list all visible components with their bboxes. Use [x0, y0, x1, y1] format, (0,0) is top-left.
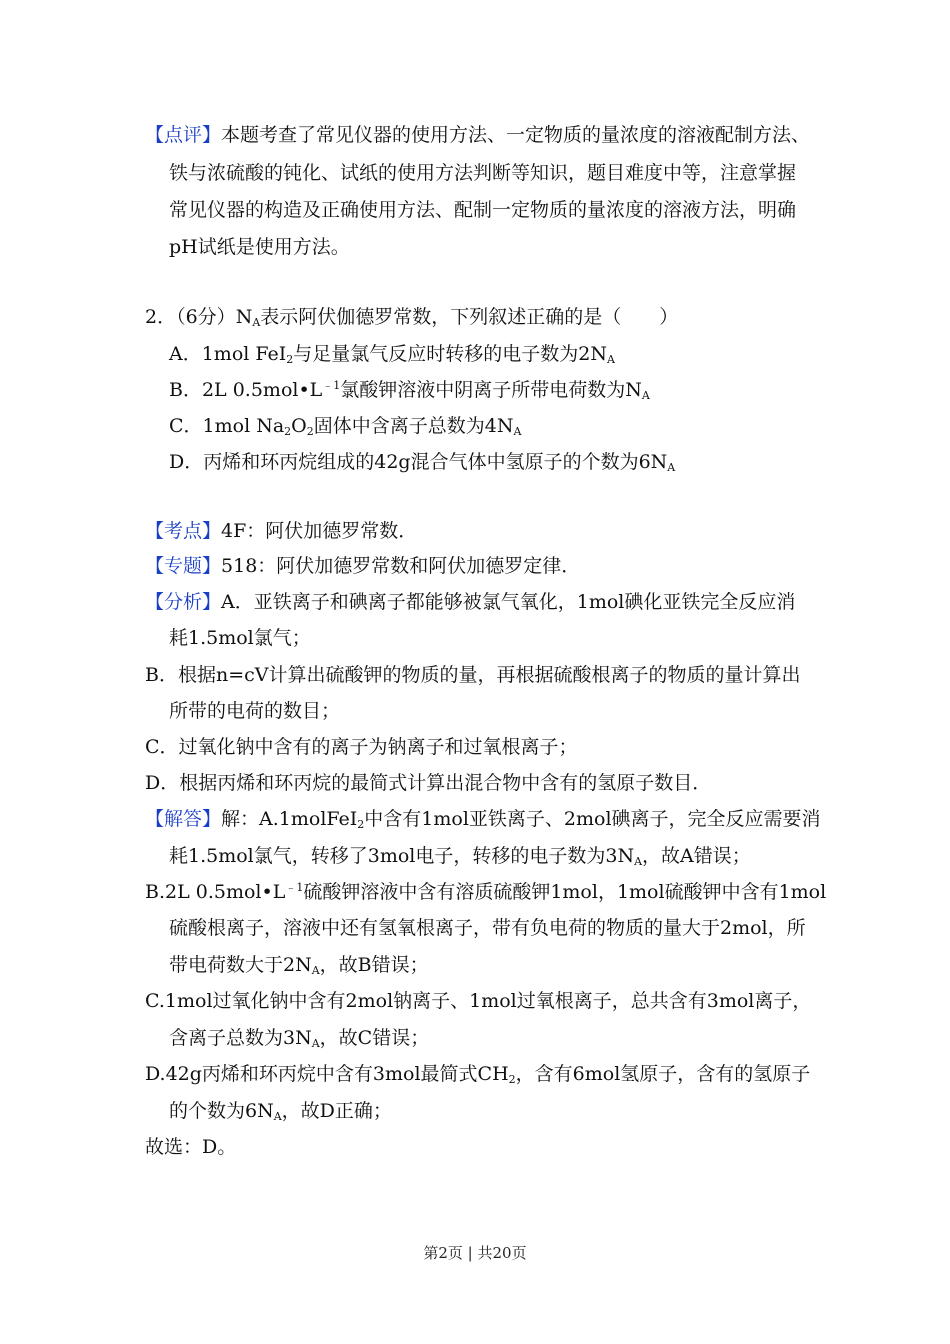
review-text-1: 本题考查了常见仪器的使用方法、一定物质的量浓度的溶液配制方法、 — [221, 124, 811, 146]
review-line-3 — [169, 197, 796, 223]
analysis-line-4: 所带的电荷的数目； — [169, 700, 341, 722]
solution-line-5: 带电荷数大于$2N_A$，故B错误； — [169, 954, 429, 977]
zhuanti-line: 【专题】518：阿伏加德罗常数和阿伏加德罗定律． — [145, 555, 581, 577]
question-number: 2．（6分） — [145, 306, 236, 328]
option-c: C．1mol $Na_2O_2$固体中含离子总数为$4N_A$ — [169, 415, 522, 438]
solution-line-4: 硫酸根离子，溶液中还有氢氧根离子，带有负电荷的物质的量大于2mol，所 — [169, 917, 806, 939]
review-line-1 — [145, 122, 810, 148]
option-a: A．1mol FeI$_2$与足量氯气反应时转移的电子数为$2N_A$ — [169, 343, 615, 366]
solution-line-8: D.42g丙烯和环丙烷中含有3mol最简式$CH_2$，含有6mol氢原子，含有的氢原子 — [145, 1063, 811, 1086]
solution-line-10: 故选：D。 — [145, 1136, 237, 1158]
analysis-line-2: 耗1.5mol氯气； — [169, 627, 311, 649]
solution-line-3: B.2L $0.5mol•L^{﹣1}$硫酸钾溶液中含有溶质硫酸钾1mol，1mol硫酸钾中含有1mol — [145, 881, 827, 903]
solution-line-7: 含离子总数为$3N_A$，故C错误； — [169, 1027, 430, 1050]
review-text-2: 铁与浓硫酸的钝化、试纸的使用方法判断等知识，题目难度中等，注意掌握 — [169, 162, 797, 184]
review-text-4: pH试纸是使用方法。 — [169, 236, 350, 258]
solution-tag: 【解答】 — [145, 808, 222, 830]
review-line-4 — [169, 234, 350, 260]
analysis-line-6: D．根据丙烯和环丙烷的最简式计算出混合物中含有的氢原子数目． — [145, 772, 712, 794]
analysis-tag: 【分析】 — [145, 591, 222, 613]
analysis-line-1: 【分析】A．亚铁离子和碘离子都能够被氯气氧化，1mol碘化亚铁完全反应消 — [145, 591, 796, 613]
review-text-3: 常见仪器的构造及正确使用方法、配制一定物质的量浓度的溶液方法，明确 — [169, 199, 797, 221]
solution-line-2: 耗1.5mol氯气，转移了3mol电子，转移的电子数为$3N_A$，故A错误； — [169, 845, 751, 868]
option-b: B．2L $0.5mol•L^{﹣1}$氯酸钾溶液中阴离子所带电荷数为$N_A$ — [169, 379, 650, 402]
solution-line-6: C.1mol过氧化钠中含有2mol钠离子、1mol过氧根离子，总共含有3mol离子， — [145, 990, 812, 1012]
question-stem: 2．（6分）$N_A$表示阿伏伽德罗常数，下列叙述正确的是（ ） — [145, 306, 679, 329]
solution-line-1: 【解答】解：A.1molFeI$_2$中含有1mol亚铁离子、2mol碘离子，完全反应需要消 — [145, 808, 821, 831]
solution-line-9: 的个数为$6N_A$，故D正确； — [169, 1100, 392, 1123]
kaodian-line: 【考点】4F：阿伏加德罗常数． — [145, 520, 418, 542]
option-d: D．丙烯和环丙烷组成的42g混合气体中氢原子的个数为$6N_A$ — [169, 451, 676, 474]
review-tag: 【点评】 — [145, 124, 222, 146]
question-text: 表示阿伏伽德罗常数，下列叙述正确的是（ ） — [260, 306, 679, 328]
analysis-line-3: B．根据n=cV计算出硫酸钾的物质的量，再根据硫酸根离子的物质的量计算出 — [145, 664, 801, 686]
review-line-2 — [169, 160, 796, 186]
analysis-line-5: C．过氧化钠中含有的离子为钠离子和过氧根离子； — [145, 736, 578, 758]
zhuanti-tag: 【专题】 — [145, 555, 222, 577]
page-footer: 第2页 | 共20页 — [423, 1244, 527, 1262]
kaodian-tag: 【考点】 — [145, 520, 222, 542]
